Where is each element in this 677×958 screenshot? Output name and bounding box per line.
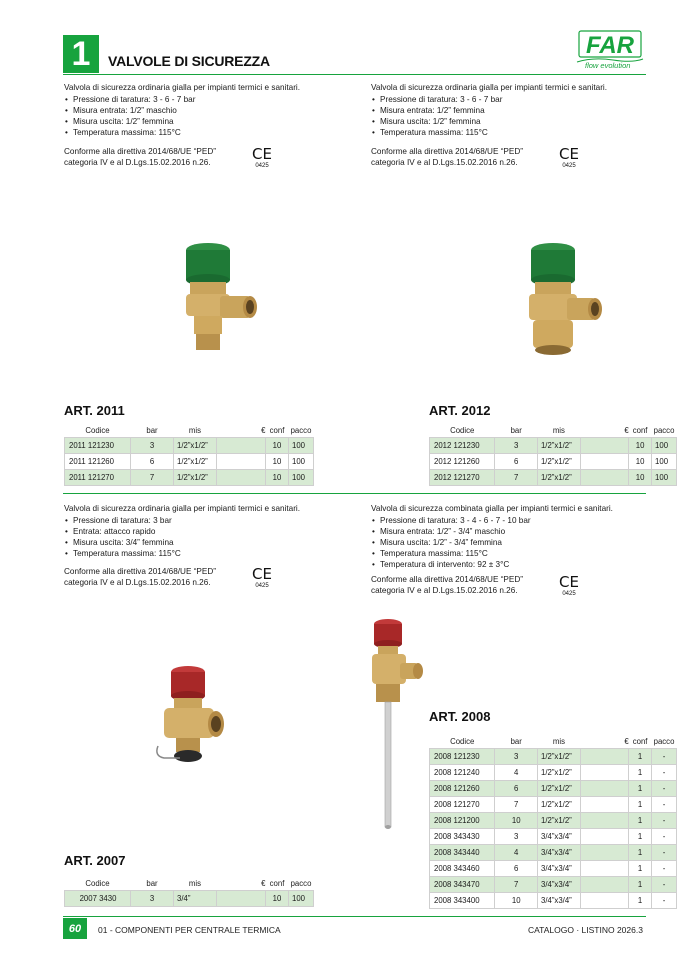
- cell-conf: 10: [629, 454, 652, 470]
- table-row: [430, 797, 677, 813]
- cell-pacco: 100: [652, 454, 677, 470]
- cell-conf: 1: [629, 781, 652, 797]
- cell-mis: 3/4”x3/4”: [537, 861, 580, 877]
- cell-conf: 1: [629, 765, 652, 781]
- page-title: VALVOLE DI SICUREZZA: [108, 53, 270, 69]
- product-table-2007: [64, 877, 314, 907]
- cell-mis: 1/2”x1/2”: [537, 749, 580, 765]
- article-title-2012: ART. 2012: [429, 403, 491, 418]
- cell-conf: 1: [629, 877, 652, 893]
- table-row: [65, 891, 314, 907]
- cell-code: 2008 121260: [430, 781, 495, 797]
- cell-price: [580, 454, 628, 470]
- cell-bar: 6: [131, 454, 174, 470]
- table-row: [430, 861, 677, 877]
- table-header: [430, 424, 677, 438]
- valve-2008-image: [360, 615, 425, 835]
- spec-item: • Temperatura massima: 115°C: [371, 127, 661, 138]
- cell-conf: 1: [629, 893, 652, 909]
- table-header: [65, 424, 314, 438]
- product-table-2008: [429, 735, 677, 909]
- col-mis: mis: [552, 426, 565, 435]
- cell-bar: 3: [495, 749, 538, 765]
- cell-pacco: 100: [289, 454, 314, 470]
- description-text: Valvola di sicurezza combinata gialla per impianti termici e sanitari.: [371, 504, 613, 513]
- spec-item: • Misura uscita: 1/2” - 3/4” femmina: [371, 537, 661, 548]
- cell-pacco: -: [652, 893, 677, 909]
- cell-bar: 7: [495, 877, 538, 893]
- table-row: [65, 454, 314, 470]
- table-row: [430, 438, 677, 454]
- cell-mis: 3/4”x3/4”: [537, 893, 580, 909]
- cell-code: 2008 343440: [430, 845, 495, 861]
- cell-price: [580, 749, 628, 765]
- ce-symbol: CE: [559, 145, 579, 163]
- cell-conf: 10: [266, 470, 289, 486]
- spec-item: • Misura uscita: 1/2” femmina: [371, 116, 661, 127]
- ce-mark-icon: [557, 571, 581, 597]
- cell-code: 2008 343430: [430, 829, 495, 845]
- cell-conf: 1: [629, 829, 652, 845]
- ce-symbol: CE: [252, 565, 272, 583]
- cell-conf: 1: [629, 797, 652, 813]
- cell-price: [217, 470, 266, 486]
- article-title-2007: ART. 2007: [64, 853, 126, 868]
- spec-item: • Misura entrata: 1/2” femmina: [371, 105, 661, 116]
- conformity-line: Conforme alla direttiva 2014/68/UE “PED”: [371, 147, 523, 156]
- cell-conf: 1: [629, 845, 652, 861]
- cell-pacco: -: [652, 765, 677, 781]
- cell-price: [580, 797, 628, 813]
- cell-code: 2011 121260: [65, 454, 131, 470]
- cell-bar: 10: [495, 813, 538, 829]
- description-2011: [64, 82, 354, 138]
- cell-mis: 3/4”x3/4”: [537, 845, 580, 861]
- cell-mis: 1/2”x1/2”: [537, 765, 580, 781]
- logo-tagline: flow evolution: [585, 61, 631, 70]
- ce-number: 0425: [255, 583, 269, 589]
- cell-bar: 7: [495, 797, 538, 813]
- conformity-2012: [371, 146, 551, 168]
- spec-item: • Entrata: attacco rapido: [64, 526, 354, 537]
- cell-bar: 6: [495, 861, 538, 877]
- cell-code: 2008 121270: [430, 797, 495, 813]
- cell-mis: 3/4”x3/4”: [537, 877, 580, 893]
- cell-mis: 1/2”x1/2”: [537, 470, 580, 486]
- conformity-line: Conforme alla direttiva 2014/68/UE “PED”: [371, 575, 523, 584]
- cell-price: [580, 893, 628, 909]
- cell-price: [217, 438, 266, 454]
- cell-price: [580, 829, 628, 845]
- description-text: Valvola di sicurezza ordinaria gialla per impianti termici e sanitari.: [64, 83, 301, 92]
- page-number: 60: [63, 918, 87, 939]
- ce-mark-icon: [250, 563, 274, 589]
- ce-number: 0425: [562, 591, 576, 597]
- spec-item: • Temperatura di intervento: 92 ± 3°C: [371, 559, 661, 570]
- col-codice: Codice: [85, 426, 110, 435]
- table-row: [430, 781, 677, 797]
- cell-price: [580, 781, 628, 797]
- spec-item: • Misura entrata: 1/2” - 3/4” maschio: [371, 526, 661, 537]
- col-bar: bar: [510, 426, 522, 435]
- cell-conf: 1: [629, 749, 652, 765]
- spec-item: • Pressione di taratura: 3 - 6 - 7 bar: [64, 94, 354, 105]
- col-pacco: pacco: [290, 426, 312, 435]
- cell-pacco: -: [652, 781, 677, 797]
- table-row: [430, 877, 677, 893]
- col-price: €: [261, 879, 266, 888]
- cell-pacco: -: [652, 749, 677, 765]
- cell-pacco: -: [652, 861, 677, 877]
- cell-bar: 4: [495, 765, 538, 781]
- col-conf: conf: [632, 426, 648, 435]
- spec-item: • Temperatura massima: 115°C: [371, 548, 661, 559]
- spec-item: • Pressione di taratura: 3 - 6 - 7 bar: [371, 94, 661, 105]
- cell-code: 2012 121230: [430, 438, 495, 454]
- cell-pacco: -: [652, 813, 677, 829]
- cell-mis: 1/2”x1/2”: [174, 470, 217, 486]
- conformity-line: Conforme alla direttiva 2014/68/UE “PED”: [64, 147, 216, 156]
- spec-item: • Misura uscita: 1/2” femmina: [64, 116, 354, 127]
- article-title-2011: ART. 2011: [64, 403, 125, 418]
- logo-brand: FAR: [586, 32, 634, 59]
- cell-conf: 1: [629, 813, 652, 829]
- cell-price: [580, 438, 628, 454]
- col-conf: conf: [632, 737, 648, 746]
- col-price: €: [624, 426, 629, 435]
- product-table-2012: [429, 424, 677, 486]
- cell-conf: 10: [629, 438, 652, 454]
- cell-code: 2012 121260: [430, 454, 495, 470]
- cell-mis: 1/2”x1/2”: [537, 438, 580, 454]
- cell-bar: 3: [131, 891, 174, 907]
- col-bar: bar: [146, 426, 158, 435]
- cell-bar: 7: [495, 470, 537, 486]
- ce-symbol: CE: [559, 573, 579, 591]
- cell-conf: 10: [266, 438, 289, 454]
- ce-mark-icon: [250, 143, 274, 169]
- cell-mis: 3/4”: [174, 891, 217, 907]
- cell-mis: 1/2”x1/2”: [537, 813, 580, 829]
- cell-pacco: -: [652, 845, 677, 861]
- cell-pacco: 100: [289, 438, 314, 454]
- cell-bar: 6: [495, 454, 537, 470]
- cell-code: 2008 343400: [430, 893, 495, 909]
- table-row: [430, 765, 677, 781]
- spec-item: • Misura entrata: 1/2” maschio: [64, 105, 354, 116]
- section-divider: [63, 493, 646, 494]
- cell-code: 2011 121230: [65, 438, 131, 454]
- product-table-2011: [64, 424, 314, 486]
- conformity-line: categoria IV e al D.Lgs.15.02.2016 n.26.: [371, 586, 518, 595]
- description-2012: [371, 82, 661, 138]
- cell-conf: 10: [266, 891, 289, 907]
- cell-mis: 1/2”x1/2”: [174, 454, 217, 470]
- conformity-line: Conforme alla direttiva 2014/68/UE “PED”: [64, 567, 216, 576]
- cell-pacco: 100: [652, 438, 677, 454]
- cell-mis: 1/2”x1/2”: [537, 781, 580, 797]
- cell-mis: 1/2”x1/2”: [537, 797, 580, 813]
- col-mis: mis: [188, 879, 202, 888]
- footer-catalog: CATALOGO · LISTINO 2026.3: [528, 925, 643, 935]
- table-row: [430, 829, 677, 845]
- description-2008: [371, 503, 661, 570]
- cell-pacco: 100: [652, 470, 677, 486]
- spec-item: • Pressione di taratura: 3 - 4 - 6 - 7 - 10 bar: [371, 515, 661, 526]
- cell-mis: 3/4”x3/4”: [537, 829, 580, 845]
- section-number: 1: [63, 35, 99, 73]
- cell-conf: 10: [266, 454, 289, 470]
- footer-divider: [63, 916, 646, 917]
- cell-price: [217, 454, 266, 470]
- cell-pacco: 100: [289, 470, 314, 486]
- col-codice: Codice: [85, 879, 110, 888]
- table-row: [430, 470, 677, 486]
- cell-price: [580, 877, 628, 893]
- spec-item: • Temperatura massima: 115°C: [64, 548, 354, 559]
- col-price: €: [624, 737, 629, 746]
- spec-item: • Misura uscita: 3/4” femmina: [64, 537, 354, 548]
- col-mis: mis: [552, 737, 565, 746]
- ce-symbol: CE: [252, 145, 272, 163]
- header-divider: [63, 74, 646, 75]
- table-row: [430, 749, 677, 765]
- ce-number: 0425: [562, 163, 576, 169]
- conformity-2011: [64, 146, 244, 168]
- cell-bar: 7: [131, 470, 174, 486]
- cell-code: 2012 121270: [430, 470, 495, 486]
- footer-section: 01 - COMPONENTI PER CENTRALE TERMICA: [98, 925, 281, 935]
- cell-code: 2008 343470: [430, 877, 495, 893]
- valve-2011-image: [160, 238, 270, 368]
- table-header: [430, 735, 677, 749]
- valve-2007-image: [150, 662, 245, 782]
- cell-code: 2008 343460: [430, 861, 495, 877]
- cell-mis: 1/2”x1/2”: [174, 438, 217, 454]
- cell-pacco: -: [652, 829, 677, 845]
- cell-price: [580, 470, 628, 486]
- table-header: [65, 877, 314, 891]
- table-row: [65, 470, 314, 486]
- cell-bar: 3: [495, 438, 537, 454]
- cell-pacco: 100: [289, 891, 314, 907]
- conformity-line: categoria IV e al D.Lgs.15.02.2016 n.26.: [371, 158, 518, 167]
- col-bar: bar: [146, 879, 158, 888]
- description-text: Valvola di sicurezza ordinaria gialla per impianti termici e sanitari.: [64, 504, 301, 513]
- cell-code: 2008 121240: [430, 765, 495, 781]
- conformity-line: categoria IV e al D.Lgs.15.02.2016 n.26.: [64, 578, 211, 587]
- cell-price: [580, 861, 628, 877]
- cell-code: 2008 121230: [430, 749, 495, 765]
- col-conf: conf: [269, 879, 285, 888]
- cell-bar: 3: [495, 829, 538, 845]
- cell-bar: 10: [495, 893, 538, 909]
- table-row: [430, 893, 677, 909]
- cell-price: [580, 813, 628, 829]
- cell-bar: 6: [495, 781, 538, 797]
- table-row: [430, 454, 677, 470]
- col-price: €: [261, 426, 266, 435]
- ce-mark-icon: [557, 143, 581, 169]
- cell-price: [580, 765, 628, 781]
- conformity-2007: [64, 566, 244, 588]
- cell-conf: 1: [629, 861, 652, 877]
- cell-bar: 4: [495, 845, 538, 861]
- cell-pacco: -: [652, 877, 677, 893]
- col-bar: bar: [510, 737, 522, 746]
- cell-conf: 10: [629, 470, 652, 486]
- cell-code: 2007 3430: [65, 891, 131, 907]
- spec-item: • Temperatura massima: 115°C: [64, 127, 354, 138]
- col-mis: mis: [188, 426, 202, 435]
- valve-2012-image: [505, 238, 615, 368]
- col-pacco: pacco: [653, 737, 675, 746]
- conformity-line: categoria IV e al D.Lgs.15.02.2016 n.26.: [64, 158, 211, 167]
- col-codice: Codice: [450, 737, 475, 746]
- spec-item: • Pressione di taratura: 3 bar: [64, 515, 354, 526]
- cell-price: [217, 891, 266, 907]
- description-2007: [64, 503, 354, 559]
- cell-code: 2011 121270: [65, 470, 131, 486]
- col-pacco: pacco: [653, 426, 675, 435]
- description-text: Valvola di sicurezza ordinaria gialla per impianti termici e sanitari.: [371, 83, 608, 92]
- cell-price: [580, 845, 628, 861]
- conformity-2008: [371, 574, 551, 596]
- table-row: [430, 813, 677, 829]
- table-row: [65, 438, 314, 454]
- cell-bar: 3: [131, 438, 174, 454]
- col-pacco: pacco: [290, 879, 312, 888]
- cell-mis: 1/2”x1/2”: [537, 454, 580, 470]
- col-conf: conf: [269, 426, 285, 435]
- article-title-2008: ART. 2008: [429, 709, 491, 724]
- ce-number: 0425: [255, 163, 269, 169]
- cell-code: 2008 121200: [430, 813, 495, 829]
- cell-pacco: -: [652, 797, 677, 813]
- table-row: [430, 845, 677, 861]
- col-codice: Codice: [450, 426, 475, 435]
